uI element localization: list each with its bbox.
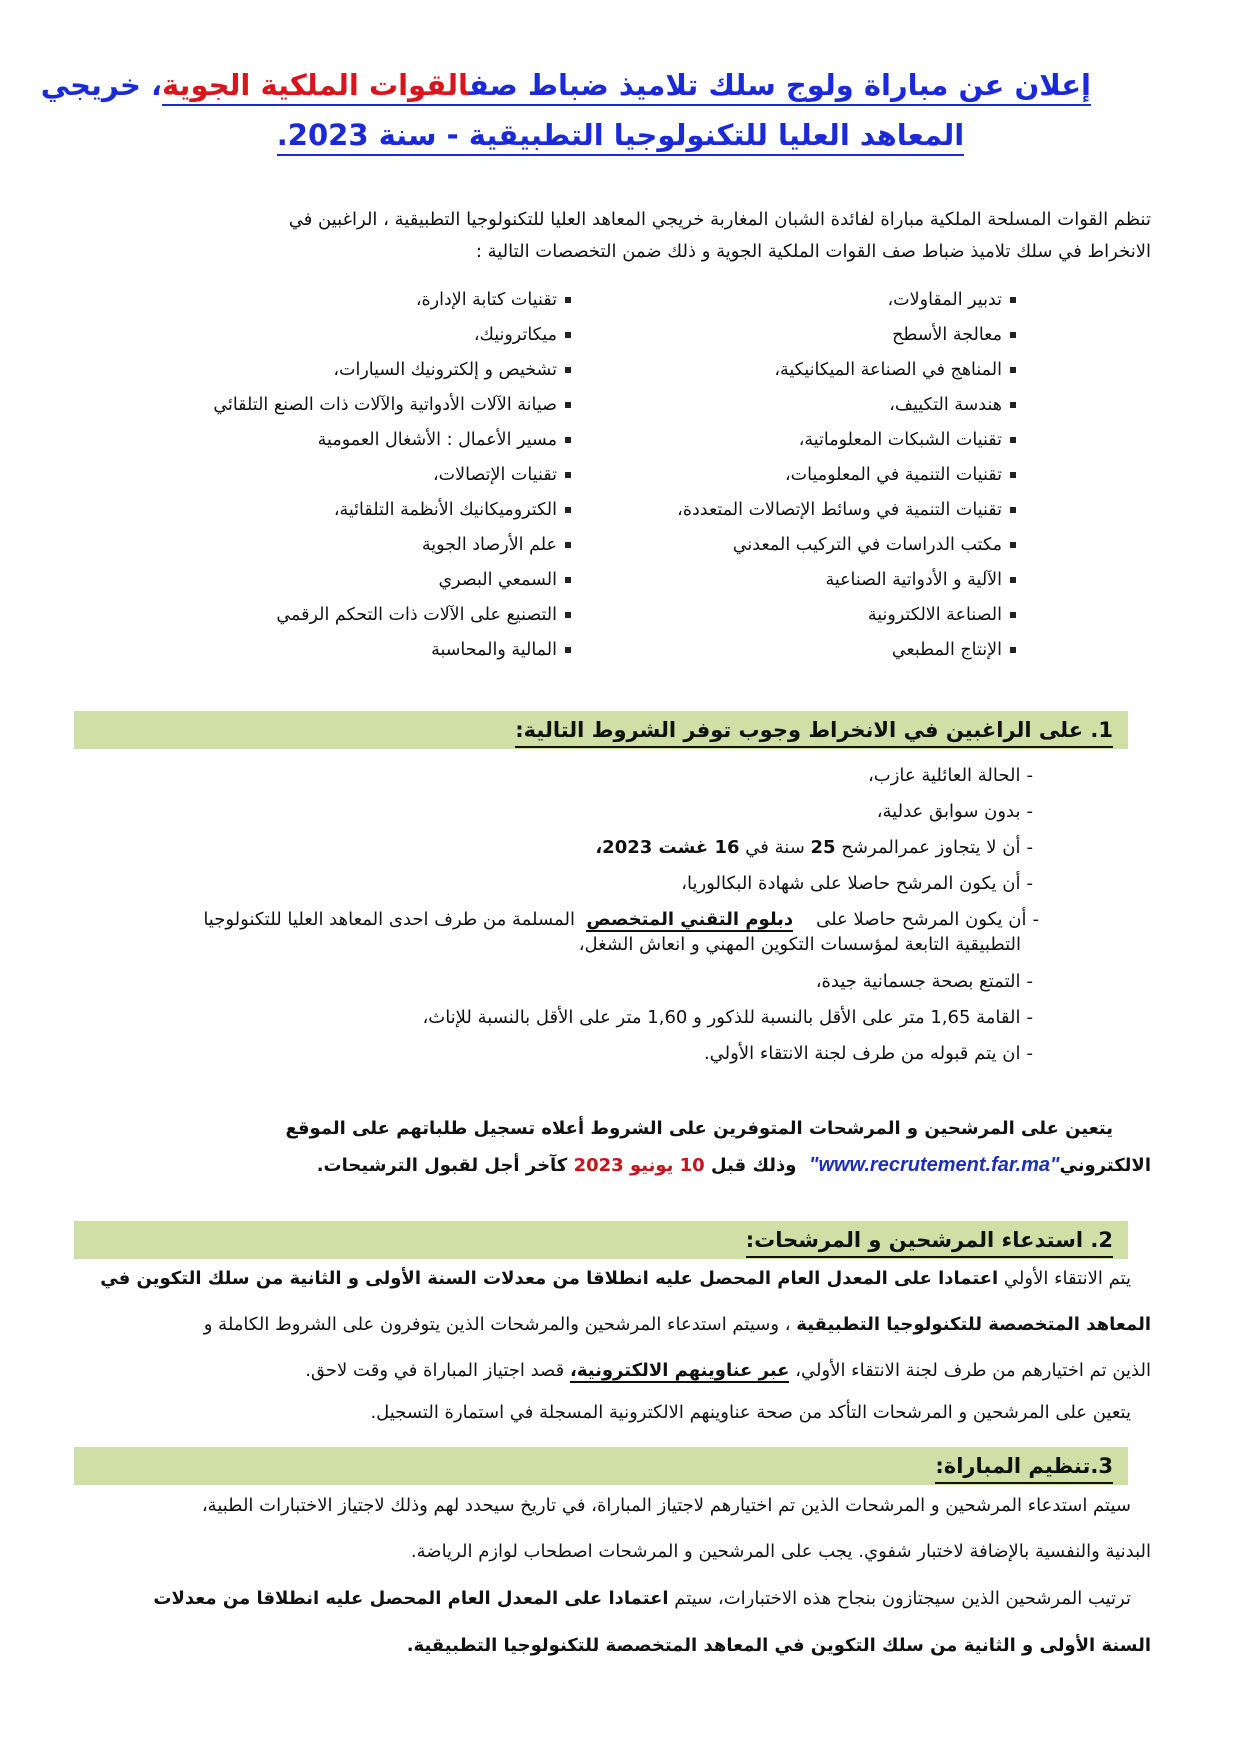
bullet-icon [565, 402, 571, 408]
specialty-item [213, 598, 571, 633]
condition-health: -التمتع بصحة جسمانية جيدة، [815, 971, 1033, 992]
title-part-a: إعلان عن مباراة ولوج سلك تلاميذ ضباط صف [469, 68, 1091, 106]
specialty-label: التصنيع على الآلات ذات التحكم الرقمي [276, 605, 557, 625]
section-2-line-4: يتعين على المرشحين و المرشحات التأكد من صحة عناوينهم الالكترونية المسجلة في استمارة التسجيل. [370, 1402, 1131, 1423]
section-1-heading-band [74, 711, 1128, 749]
condition-age: -أن لا يتجاوز عمرالمرشح 25 سنة في 16 غشت 2023، [595, 837, 1033, 858]
title-part-b: ، خريجي [40, 68, 162, 102]
bullet-icon [565, 332, 571, 338]
specialty-label: المناهج في الصناعة الميكانيكية، [774, 360, 1002, 380]
specialty-item [213, 493, 571, 528]
specialty-item [677, 283, 1016, 318]
condition-diploma: -أن يكون المرشح حاصلا على دبلوم التقني المتخصص المسلمة من طرف احدى المعاهد العليا للتكنولوجيا [203, 909, 1039, 930]
bullet-icon [565, 542, 571, 548]
specialty-item [213, 528, 571, 563]
bullet-icon [1010, 542, 1016, 548]
announcement-title-line-1 [40, 68, 1091, 102]
announcement-title-line-2 [150, 118, 1091, 152]
specialty-label: الصناعة الالكترونية [867, 605, 1002, 625]
conditions-list [203, 758, 1039, 1072]
specialty-label: علم الأرصاد الجوية [421, 535, 557, 555]
specialty-label: الآلية و الأدواتية الصناعية [825, 570, 1002, 590]
bullet-icon [565, 507, 571, 513]
specialty-label: المالية والمحاسبة [431, 640, 557, 660]
title-line-2-text: المعاهد العليا للتكنولوجيا التطبيقية - سنة 2023. [277, 118, 965, 156]
section-2-heading: 2. استدعاء المرشحين و المرشحات: [746, 1224, 1113, 1258]
specialty-item [213, 318, 571, 353]
specialty-label: السمعي البصري [438, 570, 557, 590]
specialty-label: تقنيات الإتصالات، [433, 465, 557, 485]
specialty-item [677, 318, 1016, 353]
condition-preselection: -ان يتم قبوله من طرف لجنة الانتقاء الأولي. [703, 1043, 1033, 1064]
specialty-item [213, 353, 571, 388]
deadline-date: 10 يونيو 2023 [573, 1155, 705, 1176]
specialty-item [213, 388, 571, 423]
specialty-item [677, 563, 1016, 598]
specialty-item [213, 283, 571, 318]
condition-height: -القامة 1,65 متر على الأقل بالنسبة للذكور و 1,60 متر على الأقل بالنسبة للإناث، [422, 1007, 1033, 1028]
bullet-icon [565, 577, 571, 583]
specialty-label: صيانة الآلات الأدواتية والآلات ذات الصنع التلقائي [213, 395, 557, 415]
bullet-icon [1010, 332, 1016, 338]
section-3-line-4: السنة الأولى و الثانية من سلك التكوين في المعاهد المتخصصة للتكنولوجيا التطبيقية. [406, 1635, 1151, 1656]
specialty-item [677, 423, 1016, 458]
specialty-item [677, 388, 1016, 423]
bullet-icon [565, 472, 571, 478]
bullet-icon [1010, 612, 1016, 618]
specialty-item [677, 633, 1016, 668]
section-3-heading-band [74, 1447, 1128, 1485]
section-1-heading: 1. على الراغبين في الانخراط وجوب توفر الشروط التالية: [515, 714, 1113, 748]
specialty-item [213, 458, 571, 493]
registration-notice-line-1: يتعين على المرشحين و المرشحات المتوفرين على الشروط أعلاه تسجيل طلباتهم على الموقع [285, 1118, 1113, 1139]
bullet-icon [565, 297, 571, 303]
bullet-icon [1010, 507, 1016, 513]
specialty-label: تقنيات كتابة الإدارة، [415, 290, 557, 310]
section-2-line-2: المعاهد المتخصصة للتكنولوجيا التطبيقية ، وسيتم استدعاء المرشحين والمرشحات الذين يتوفرون على الشروط الكاملة و [203, 1314, 1151, 1335]
bullet-icon [1010, 577, 1016, 583]
bullet-icon [1010, 472, 1016, 478]
specialty-label: مكتب الدراسات في التركيب المعدني [732, 535, 1002, 555]
condition-baccalaureate: -أن يكون المرشح حاصلا على شهادة البكالوريا، [681, 873, 1033, 894]
section-3-heading: 3.تنظيم المباراة: [935, 1450, 1113, 1484]
specialty-label: مسير الأعمال : الأشغال العمومية [317, 430, 557, 450]
bullet-icon [1010, 647, 1016, 653]
bullet-icon [1010, 437, 1016, 443]
specialty-item [213, 633, 571, 668]
section-3-line-2: البدنية والنفسية بالإضافة لاختبار شفوي. يجب على المرشحين و المرشحات اصطحاب لوازم الرياضة. [410, 1541, 1151, 1562]
bullet-icon [1010, 367, 1016, 373]
specialty-item [677, 458, 1016, 493]
specialties-list-right [677, 283, 1016, 668]
specialty-label: تقنيات التنمية في المعلوميات، [785, 465, 1002, 485]
specialty-label: معالجة الأسطح [892, 325, 1002, 345]
condition-marital-status: -الحالة العائلية عازب، [867, 765, 1033, 786]
specialty-label: ميكاترونيك، [473, 325, 557, 345]
section-2-line-3: الذين تم اختيارهم من طرف لجنة الانتقاء الأولي، عبر عناوينهم الالكترونية، قصد اجتياز المباراة في وقت لاحق. [305, 1360, 1151, 1381]
section-2-line-1: يتم الانتقاء الأولي اعتمادا على المعدل العام المحصل عليه انطلاقا من معدلات السنة الأولى و الثانية من سلك التكوين في [100, 1268, 1131, 1289]
condition-no-record: -بدون سوابق عدلية، [876, 801, 1033, 822]
specialty-item [677, 598, 1016, 633]
bullet-icon [565, 647, 571, 653]
intro-line-1: تنظم القوات المسلحة الملكية مباراة لفائدة الشبان المغاربة خريجي المعاهد العليا للتكنولوجيا التطبيقية ، الراغبين في [288, 209, 1151, 230]
bullet-icon [565, 437, 571, 443]
bullet-icon [565, 367, 571, 373]
specialty-label: تقنيات التنمية في وسائط الإتصالات المتعددة، [677, 500, 1002, 520]
specialty-item [677, 528, 1016, 563]
section-3-line-3: ترتيب المرشحين الذين سيجتازون بنجاح هذه الاختبارات، سيتم اعتمادا على المعدل العام المحصل عليه انطلاقا من معدلات [153, 1588, 1131, 1609]
section-3-line-1: سيتم استدعاء المرشحين و المرشحات الذين تم اختيارهم لاجتياز المباراة، في تاريخ سيحدد لهم وذلك لاجتياز الاختبارات الطبية، [201, 1495, 1131, 1516]
specialty-item [213, 423, 571, 458]
recruitment-website-link[interactable]: "www.recrutement.far.ma" [808, 1154, 1060, 1176]
specialty-item [677, 353, 1016, 388]
specialty-item [677, 493, 1016, 528]
specialty-label: تقنيات الشبكات المعلوماتية، [798, 430, 1002, 450]
specialty-label: الكتروميكانيك الأنظمة التلقائية، [333, 500, 557, 520]
specialties-list-left [213, 283, 571, 668]
specialty-label: تشخيص و إلكترونيك السيارات، [333, 360, 557, 380]
specialty-label: تدبير المقاولات، [887, 290, 1002, 310]
condition-diploma-continued: التطبيقية التابعة لمؤسسات التكوين المهني و انعاش الشغل، [578, 934, 1021, 955]
intro-line-2: الانخراط في سلك تلاميذ ضباط صف القوات الملكية الجوية و ذلك ضمن التخصصات التالية : [475, 241, 1151, 262]
specialty-label: هندسة التكييف، [889, 395, 1002, 415]
section-2-heading-band [74, 1221, 1128, 1259]
bullet-icon [565, 612, 571, 618]
specialty-item [213, 563, 571, 598]
registration-notice-line-2: الالكتروني"www.recrutement.far.ma" وذلك قبل 10 يونيو 2023 كآخر أجل لقبول الترشيحات. [316, 1154, 1151, 1176]
specialty-label: الإنتاج المطبعي [891, 640, 1002, 660]
bullet-icon [1010, 297, 1016, 303]
bullet-icon [1010, 402, 1016, 408]
title-royal-air-force: القوات الملكية الجوية [162, 68, 469, 106]
